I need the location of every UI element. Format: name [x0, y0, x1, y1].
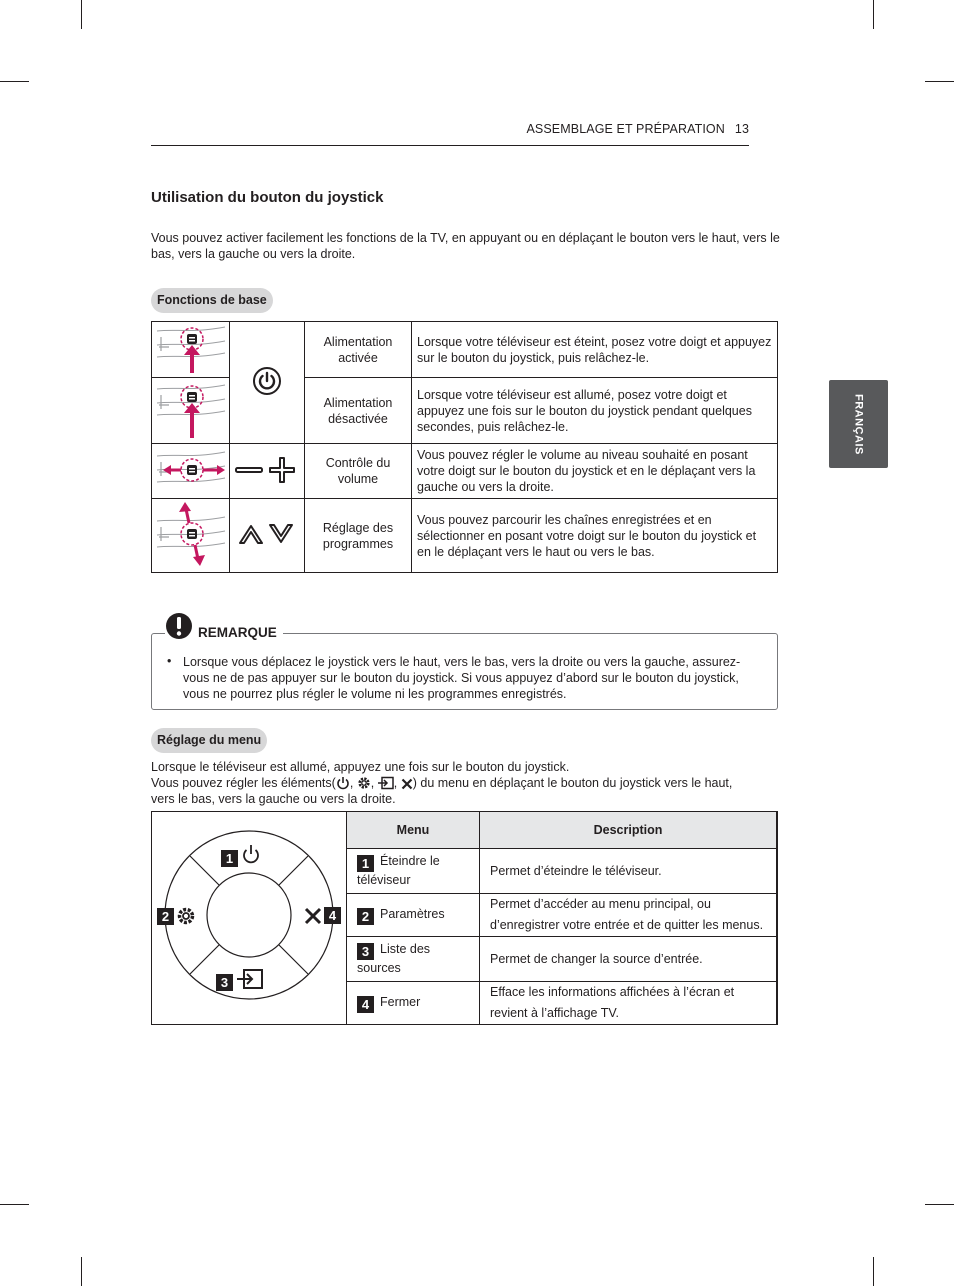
sep: , [349, 776, 354, 790]
menu-item-name [347, 982, 480, 1025]
function-description: Lorsque votre téléviseur est allumé, posez votre doigt et appuyez une fois sur le bouton du joystick pendant quelques secondes, puis relâchez-le. [412, 378, 778, 444]
function-name: Alimentation désactivée [305, 378, 412, 444]
crop-mark [925, 1204, 954, 1205]
up-down-chevron-icon [230, 499, 305, 573]
menu-item-description: Permet de changer la source d’entrée. [480, 937, 777, 982]
crop-mark [0, 1204, 29, 1205]
badge-3: 3 [216, 974, 233, 991]
function-name: Contrôle du volume [305, 444, 412, 499]
close-icon [401, 778, 413, 790]
menu-item-name [347, 849, 480, 894]
crop-mark [873, 1257, 874, 1286]
menu-item-label: Paramètres [380, 906, 445, 921]
gear-icon [176, 906, 196, 926]
gear-icon [357, 776, 371, 790]
crop-mark [925, 81, 954, 82]
menu-intro-line2b: ) du menu en déplaçant le bouton du joystick vers le haut, [412, 776, 733, 790]
menu-item-name [347, 937, 480, 982]
table-row [152, 499, 778, 573]
menu-item-description: Permet d’éteindre le téléviseur. [480, 849, 777, 894]
column-header-menu: Menu [347, 812, 480, 849]
menu-intro-line3: vers le bas, vers la gauche ou vers la droite. [151, 792, 396, 806]
section-label-basic: Fonctions de base [151, 288, 273, 313]
menu-table [346, 811, 777, 1025]
input-icon [378, 776, 394, 790]
joystick-left-right-icon [152, 444, 230, 499]
badge-2: 2 [157, 908, 174, 925]
table-row [347, 894, 777, 937]
language-label: FRANÇAIS [852, 393, 865, 455]
function-description: Vous pouvez parcourir les chaînes enregistrées et en sélectionner en posant votre doigt sur le bouton du joystick et en le déplaçant vers le haut ou vers le bas. [412, 499, 778, 573]
badge-2: 2 [357, 908, 374, 925]
power-icon [336, 776, 350, 790]
crop-mark [81, 0, 82, 29]
table-header-row [347, 812, 777, 849]
page-title: Utilisation du bouton du joystick [151, 189, 384, 206]
menu-item-description: Permet d’accéder au menu principal, ou d’enregistrer votre entrée et de quitter les menus. [480, 894, 777, 937]
table-row [347, 982, 777, 1025]
power-icon [230, 322, 305, 444]
crop-mark [81, 1257, 82, 1286]
function-name: Réglage des programmes [305, 499, 412, 573]
joystick-press-icon [152, 322, 230, 378]
joystick-press-icon [152, 378, 230, 444]
menu-intro [151, 759, 781, 807]
function-name: Alimentation activée [305, 322, 412, 378]
minus-plus-icon [230, 444, 305, 499]
header-section: ASSEMBLAGE ET PRÉPARATION [526, 122, 725, 136]
menu-item-label: Liste des sources [357, 942, 431, 975]
note-icon [165, 612, 201, 652]
badge-1: 1 [221, 850, 238, 867]
page-number: 13 [734, 122, 749, 136]
menu-item-label: Éteindre le téléviseur [357, 854, 440, 887]
menu-intro-line2a: Vous pouvez régler les éléments( [151, 776, 336, 790]
input-icon [236, 968, 264, 990]
close-icon [304, 907, 322, 925]
sep: , [393, 776, 398, 790]
table-row [347, 937, 777, 982]
table-row [152, 322, 778, 378]
function-description: Vous pouvez régler le volume au niveau souhaité en posant votre doigt sur le bouton du joystick et en le déplaçant vers la gauche ou vers la droite. [412, 444, 778, 499]
note-bullet: • [167, 654, 172, 668]
running-header [151, 122, 749, 146]
section-label-menu: Réglage du menu [151, 728, 267, 753]
basic-functions-table [151, 321, 778, 573]
badge-4: 4 [357, 996, 374, 1013]
badge-4: 4 [324, 907, 341, 924]
note-text: Lorsque vous déplacez le joystick vers le haut, vers le bas, vers la droite ou vers la gauche, assurez-vous ne de pas appuyer sur le bouton du joystick. Si vous appuyez d’abord sur le bouton du joystick, vous ne pourrez plus régler le volume ni les programmes enregistrés. [183, 655, 741, 701]
menu-item-description: Efface les informations affichées à l’écran et revient à l’affichage TV. [480, 982, 777, 1025]
menu-intro-line1: Lorsque le téléviseur est allumé, appuyez une fois sur le bouton du joystick. [151, 760, 570, 774]
sep: , [370, 776, 375, 790]
language-tab [829, 380, 888, 468]
crop-mark [873, 0, 874, 29]
menu-item-name [347, 894, 480, 937]
badge-1: 1 [357, 855, 374, 872]
menu-item-label: Fermer [380, 994, 421, 1009]
power-icon [242, 844, 260, 864]
crop-mark [0, 81, 29, 82]
function-description: Lorsque votre téléviseur est éteint, posez votre doigt et appuyez sur le bouton du joystick, puis relâchez-le. [412, 322, 778, 378]
table-row [347, 849, 777, 894]
badge-3: 3 [357, 943, 374, 960]
note-title: REMARQUE [198, 625, 283, 640]
column-header-description: Description [480, 812, 777, 849]
intro-paragraph: Vous pouvez activer facilement les fonctions de la TV, en appuyant ou en déplaçant le bouton vers le haut, vers le bas, vers la gauche ou vers la droite. [151, 231, 780, 261]
table-row [152, 444, 778, 499]
joystick-up-down-icon [152, 499, 230, 573]
